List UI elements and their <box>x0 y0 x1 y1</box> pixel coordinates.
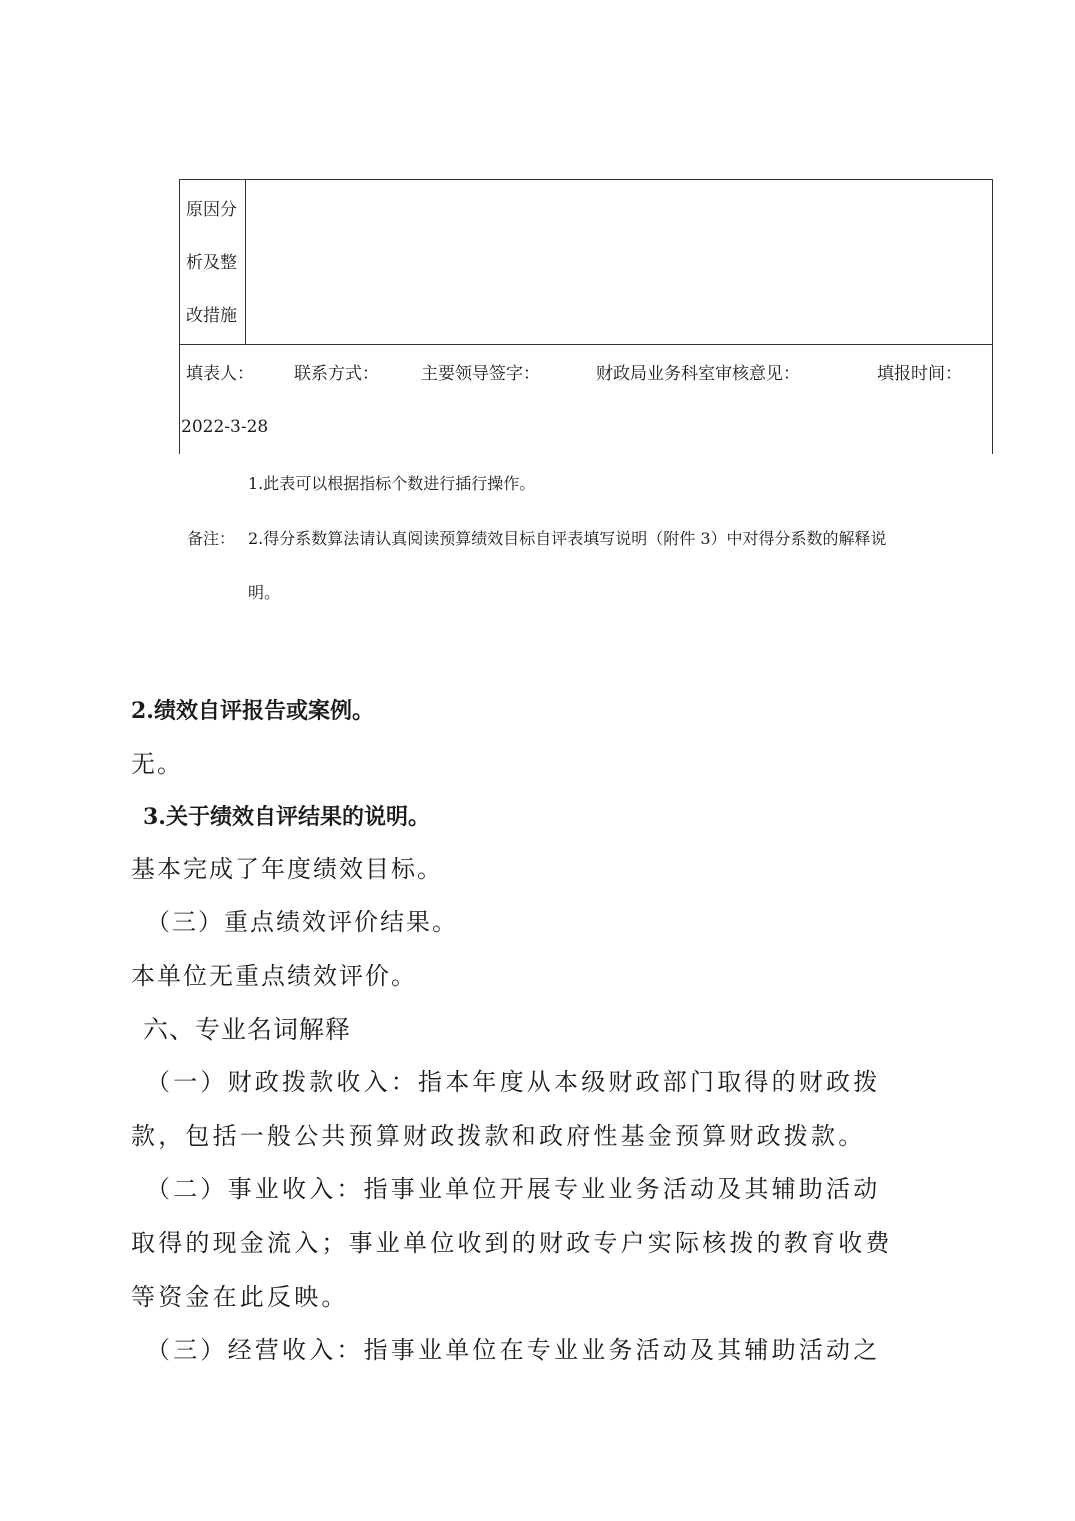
table-column-divider <box>245 179 246 344</box>
definition-2-line-1: （二）事业收入：指事业单位开展专业业务活动及其辅助活动 <box>146 1175 881 1203</box>
reason-label-line-2: 析及整 <box>186 253 237 273</box>
fill-date: 2022-3-28 <box>181 417 269 437</box>
note-line-3: 明。 <box>248 583 281 602</box>
leader-sign-label: 主要领导签字： <box>421 364 540 384</box>
note-line-2: 2.得分系数算法请认真阅读预算绩效目标自评表填写说明（附件 3）中对得分系数的解释说 <box>248 529 887 548</box>
definition-2-line-2: 取得的现金流入；事业单位收到的财政专户实际核拨的教育收费 <box>131 1229 893 1257</box>
contact-label: 联系方式： <box>294 364 379 384</box>
section-6-title: 六、专业名词解释 <box>143 1015 352 1044</box>
fill-time-label: 填报时间： <box>877 364 962 384</box>
key-eval-body: 本单位无重点绩效评价。 <box>131 962 417 990</box>
definition-3-line-1: （三）经营收入：指事业单位在专业业务活动及其辅助活动之 <box>146 1336 881 1364</box>
section-2-title: 2.绩效自评报告或案例。 <box>131 698 374 724</box>
reason-label-line-1: 原因分 <box>186 200 237 220</box>
definition-2-line-3: 等资金在此反映。 <box>131 1283 349 1311</box>
table-row-divider <box>179 344 993 345</box>
key-eval-title: （三）重点绩效评价结果。 <box>146 908 458 936</box>
section-2-body: 无。 <box>131 750 183 778</box>
note-line-1: 1.此表可以根据指标个数进行插行操作。 <box>248 474 536 493</box>
table-border-right <box>992 179 993 454</box>
finance-review-label: 财政局业务科室审核意见： <box>596 364 800 384</box>
section-3-body: 基本完成了年度绩效目标。 <box>131 855 443 883</box>
section-3-title: 3.关于绩效自评结果的说明。 <box>143 804 430 830</box>
reason-label-line-3: 改措施 <box>186 306 237 326</box>
definition-1-line-1: （一）财政拨款收入：指本年度从本级财政部门取得的财政拨 <box>146 1068 881 1096</box>
table-border-left <box>179 179 180 454</box>
note-label: 备注： <box>187 529 236 548</box>
table-border-top <box>179 179 993 180</box>
definition-1-line-2: 款，包括一般公共预算财政拨款和政府性基金预算财政拨款。 <box>131 1122 866 1150</box>
filler-label: 填表人： <box>186 364 254 384</box>
